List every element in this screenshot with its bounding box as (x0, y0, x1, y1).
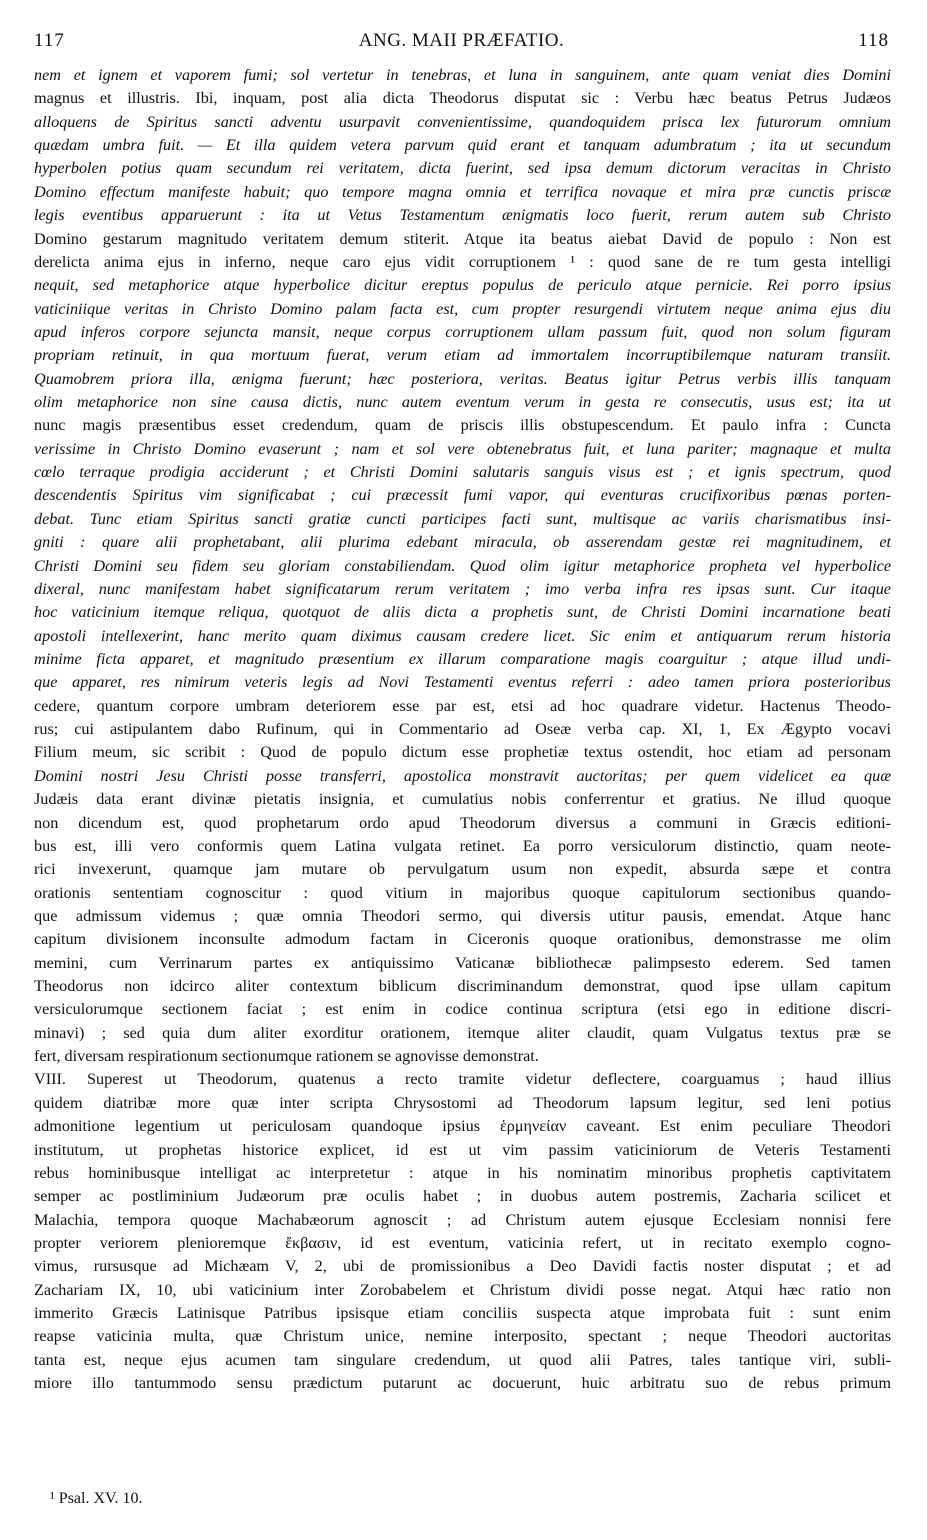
text-line: Zachariam IX, 10, ubi vaticinium inter Zorobabelem et Christum dividi posse negat. Atqui hæc ratio non (34, 1280, 891, 1299)
text-line: memini, cum Verrinarum partes ex antiquissimo Vaticanæ bibliothecæ palimpsesto ederem. Sed tamen (34, 953, 891, 972)
text-line: tanta est, neque ejus acumen tam singulare credendum, ut quod alii Patres, tales tantique viri, subli- (34, 1350, 891, 1369)
text-line: fert, diversam respirationum sectionumque rationem se agnovisse demonstrat. (34, 1047, 539, 1066)
text-line: Filium meum, sic scribit : Quod de populo dictum esse prophetiæ textus ostendit, hoc etiam ad personam (34, 743, 891, 762)
text-line: nequit, sed metaphorice atque hyperbolice dicitur ereptus populus de periculo atque pernicie. Rei porro ipsius (34, 276, 891, 295)
text-line: cœlo terraque prodigia acciderunt ; et Christi Domini salutaris sanguis visus est ; et ignis spectrum, quod (34, 463, 891, 482)
text-line: quædam umbra fuit. — Et illa quidem vetera parvum quid erant et tanquam adumbratum ; ita ut secundum (34, 136, 891, 155)
text-line: hoc vaticinium itemque reliqua, quotquot de aliis dicta a prophetis sunt, de Christi Domini incarnatione beati (34, 603, 891, 622)
text-line: Domino gestarum magnitudo veritatem demum stiterit. Atque ita beatus aiebat David de populo : Non est (34, 229, 891, 248)
text-line: cedere, quantum corpore umbram deteriorem esse par est, etsi ad hoc quadrare videtur. Hactenus Theodo- (34, 696, 891, 715)
text-line: dixeral, nunc manifestam habet significatarum rerum veritatem ; imo verba infra res ipsas sunt. Cur itaque (34, 579, 891, 598)
text-line: nem et ignem et vaporem fumi; sol vertetur in tenebras, et luna in sanguinem, ante quam veniat dies Domini (34, 66, 891, 84)
text-line: verissime in Christo Domino evaserunt ; nam et sol vere obtenebratus fuit, et luna pariter; magnaque et multa (34, 439, 891, 458)
text-line: minime ficta apparet, et magnitudo præsentium ex illarum comparatione magis coarguitur ; atque illud undi- (34, 649, 891, 668)
text-line: Christi Domini seu fidem seu gloriam constabiliendam. Quod olim igitur metaphorice propheta vel hyperbolice (34, 556, 891, 575)
text-line: rebus hominibusque intelligat ac interpretetur : atque in his nominatim minoribus prophetis captivitatem (34, 1163, 891, 1182)
text-line: capitum divisionem inconsulte admodum factam in Ciceronis quoque orationibus, demonstrasse me olim (34, 930, 891, 949)
text-line: hyperbolen potius quam secundum rei veritatem, dicta fuerint, sed ipsa demum dictorum veracitas in Christo (34, 159, 891, 178)
text-line: institutum, ut prophetas historice explicet, id est ut vim passim vaticiniorum de Veteris Testamenti (34, 1140, 891, 1159)
text-line: olim metaphorice non sine causa dictis, nunc autem eventum verum in gesta re consecutis, usus est; ita ut (34, 393, 891, 412)
text-line: apostoli intellexerint, hanc merito quam diximus causam credere licet. Sic enim et antiquarum rerum historia (34, 626, 891, 645)
text-line: VIII. Superest ut Theodorum, quatenus a recto tramite videtur deflectere, coarguamus ; haud illius (34, 1070, 891, 1089)
text-line: vimus, rursusque ad Michæam V, 2, ubi de promissionibus a Deo Davidi factis noster disputat ; et ad (34, 1257, 891, 1276)
text-line: derelicta anima ejus in inferno, neque caro ejus vidit corruptionem ¹ : quod sane de re tum gesta intelligi (34, 252, 891, 271)
text-line: quidem diatribæ more quæ inter scripta Chrysostomi ad Theodorum lapsum legitur, sed leni potius (34, 1093, 891, 1112)
text-line: Domini nostri Jesu Christi posse transferri, apostolica monstravit auctoritas; per quem videlicet ea quæ (34, 766, 891, 785)
text-line: alloquens de Spiritus sancti adventu usurpavit convenientissime, quandoquidem prisca lex futurorum omnium (34, 112, 891, 131)
text-line: rus; cui astipulantem dabo Rufinum, qui in Commentario ad Oseæ verba cap. XI, 1, Ex Ægypto vocavi (34, 720, 891, 739)
text-line: orationis sententiam cognoscitur : quod vitium in majoribus quoque capitulorum sectionibus quando- (34, 883, 891, 902)
footnote: ¹ Psal. XV. 10. (50, 1490, 143, 1507)
text-line: versiculorumque sectionem faciat ; est enim in codice continua scriptura (etsi ego in editione discri- (34, 1000, 891, 1019)
text-line: reapse vaticinia multa, quæ Christum unice, nemine interposito, spectant ; neque Theodori auctoritas (34, 1327, 891, 1346)
left-column-number: 117 (34, 30, 65, 51)
text-line: Malachia, tempora quoque Machabæorum agnoscit ; ad Christum autem ejusque Ecclesiam nonnisi fere (34, 1210, 891, 1229)
page-header (34, 30, 889, 58)
text-line: nunc magis præsentibus esset credendum, quam de priscis illis obstupescendum. Et paulo infra : Cuncta (34, 416, 891, 435)
text-line: gniti : quare alii prophetabant, alii plurima edebant miracula, ob asserendam gestæ rei magnitudinem, et (34, 533, 891, 552)
text-line: apud inferos corpore sejuncta mansit, neque corpus corruptionem ullam passum fuit, quod non solum figuram (34, 322, 891, 341)
text-line: miore illo tantummodo sensu prædictum putarunt ac docuerunt, huic arbitratu suo de rebus primum (34, 1374, 891, 1393)
text-line: minavi) ; sed quia dum aliter exorditur orationem, itemque aliter claudit, quam Vulgatus textus præ se (34, 1023, 891, 1042)
text-line: immerito Græcis Latinisque Patribus ipsisque etiam conciliis suspecta atque improbata fuit : sunt enim (34, 1304, 891, 1323)
text-line: Theodorus non idcirco aliter contextum biblicum discriminandum demonstrat, quod ipse ullam capitum (34, 977, 891, 996)
text-line: vaticiniique veritas in Christo Domino palam facta est, cum propter resurgendi virtutem neque anima ejus diu (34, 299, 891, 318)
text-line: Quamobrem priora illa, ænigma fuerunt; hæc posteriora, veritas. Beatus igitur Petrus verbis illis tanquam (34, 369, 891, 388)
text-line: rici invexerunt, quamque jam mutare ob pervulgatum usum non expedit, absurda sæpe et contra (34, 860, 891, 879)
text-line: que admissum videmus ; quæ omnia Theodori sermo, qui diversis utitur pausis, emendat. Atque hanc (34, 906, 891, 925)
text-line: descendentis Spiritus vim significabat ; cui præcessit fumi vapor, qui eventuras crucifixoribus pœnas porten- (34, 486, 891, 505)
text-line: semper ac postliminium Judæorum præ oculis habet ; in duobus autem postremis, Zacharia scilicet et (34, 1187, 891, 1206)
text-line: non dicendum est, quod prophetarum ordo apud Theodorum diversus a communi in Græcis editioni- (34, 813, 891, 832)
text-line: propriam retinuit, in qua mortuum fuerat, verum etiam ad immortalem incorruptibilemque naturam transiit. (34, 346, 891, 365)
text-line: magnus et illustris. Ibi, inquam, post alia dicta Theodorus disputat sic : Verbu hæc beatus Petrus Judæos (34, 89, 891, 108)
text-line: admonitione legentium ut periculosam quandoque ipsius ἑρμηνείαν caveant. Est enim peculiare Theodori (34, 1117, 891, 1136)
text-line: propter veriorem plenioremque ἔκβασιν, id est eventum, vaticinia refert, ut in recitato exemplo cogno- (34, 1233, 891, 1252)
right-column-number: 118 (858, 30, 889, 51)
text-line: Judæis data erant divinæ pietatis insignia, et cumulatius nobis conferrentur et gratius. Ne illud quoque (34, 790, 891, 809)
text-line: que apparet, res nimirum veteris legis ad Novi Testamenti eventus referri : adeo tamen priora posterioribus (34, 673, 891, 692)
text-line: debat. Tunc etiam Spiritus sancti gratiæ cuncti participes facti sunt, multisque ac variis charismatibus insi- (34, 509, 891, 528)
body-text (34, 64, 891, 1395)
text-line: Domino effectum manifeste habuit; quo tempore magna omnia et terrifica novaque et mira præ cunctis priscæ (34, 182, 891, 201)
running-title: ANG. MAII PRÆFATIO. (358, 30, 565, 51)
text-line: bus est, illi vero conformis quem Latina vulgata retinet. Ea porro versiculorum distinctio, quam neote- (34, 836, 891, 855)
text-line: legis eventibus apparuerunt : ita ut Vetus Testamentum ænigmatis loco fuerit, rerum autem sub Christo (34, 206, 891, 225)
